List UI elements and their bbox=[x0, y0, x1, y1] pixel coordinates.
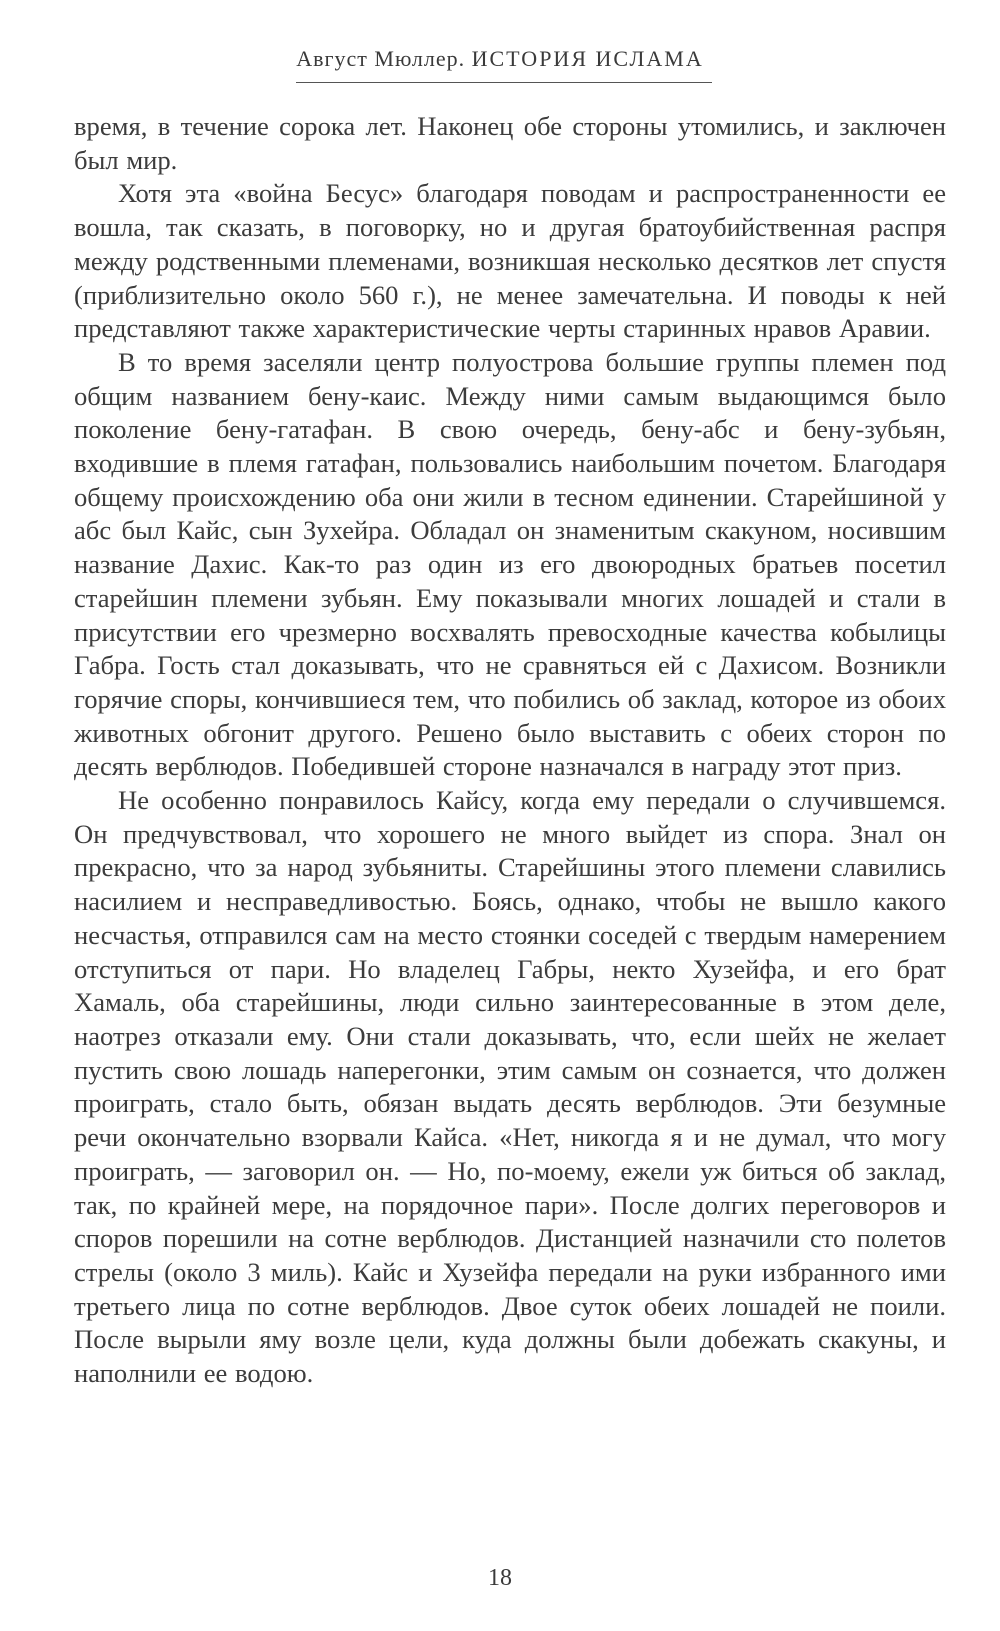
paragraph: время, в течение сорока лет. Наконец обе стороны утомились, и заключен был мир. bbox=[74, 111, 946, 175]
paragraph: В то время заселяли центр полуострова большие группы племен под общим названием бену-каис. Между ними самым выдающимся было поколение бену-гатафан. В свою очередь, бену-абс и бену-зубьян, входившие в племя гатафан, пользовались наибольшим почетом. Благодаря общему происхождению оба они жили в тесном единении. Старейшиной у абс был Кайс, сын Зухейра. Обладал он знаменитым скакуном, носившим название Дахис. Как-то раз один из его двоюродных братьев посетил старейшин племени зубьян. Ему показывали многих лошадей и стали в присутствии его чрезмерно восхвалять превосходные качества кобылицы Габра. Гость стал доказывать, что не сравняться ей с Дахисом. Возникли горячие споры, кончившиеся тем, что побились об заклад, которое из обоих животных обгонит другого. Решено было выставить с обеих сторон по десять верблюдов. Победившей стороне назначался в награду этот приз. bbox=[74, 346, 946, 782]
page-number: 18 bbox=[488, 1565, 512, 1591]
paragraph: Хотя эта «война Бесус» благодаря поводам и распространенности ее вошла, так сказать, в поговорку, но и другая братоубийственная распря между родственными племенами, возникшая несколько десятков лет спустя (приблизительно около 560 г.), не менее замечательна. И поводы к ней представляют также характеристические черты старинных нравов Аравии. bbox=[74, 178, 946, 344]
body-text bbox=[74, 110, 946, 1391]
running-head-author: Август Мюллер. bbox=[296, 46, 466, 71]
header-rule bbox=[296, 82, 712, 83]
running-head-title: ИСТОРИЯ ИСЛАМА bbox=[471, 46, 704, 71]
running-head bbox=[0, 46, 1000, 72]
paragraph: Не особенно понравилось Кайсу, когда ему передали о случившемся. Он предчувствовал, что хорошего не много выйдет из спора. Знал он прекрасно, что за народ зубьяниты. Старейшины этого племени славились насилием и несправедливостью. Боясь, однако, чтобы не вышло какого несчастья, отправился сам на место стоянки соседей с твердым намерением отступиться от пари. Но владелец Габры, некто Хузейфа, и его брат Хамаль, оба старейшины, люди сильно заинтересованные в этом деле, наотрез отказали ему. Они стали доказывать, что, если шейх не желает пустить свою лошадь наперегонки, этим самым он сознается, что должен проиграть, стало быть, обязан выдать десять верблюдов. Эти безумные речи окончательно взорвали Кайса. «Нет, никогда я и не думал, что могу проиграть, — заговорил он. — Но, по-моему, ежели уж биться об заклад, так, по крайней мере, на порядочное пари». После долгих переговоров и споров порешили на сотне верблюдов. Дистанцией назначили сто полетов стрелы (около 3 миль). Кайс и Хузейфа передали на руки избранного ими третьего лица по сотне верблюдов. Двое суток обеих лошадей не поили. После вырыли яму возле цели, куда должны были добежать скакуны, и наполнили ее водою. bbox=[74, 785, 946, 1389]
